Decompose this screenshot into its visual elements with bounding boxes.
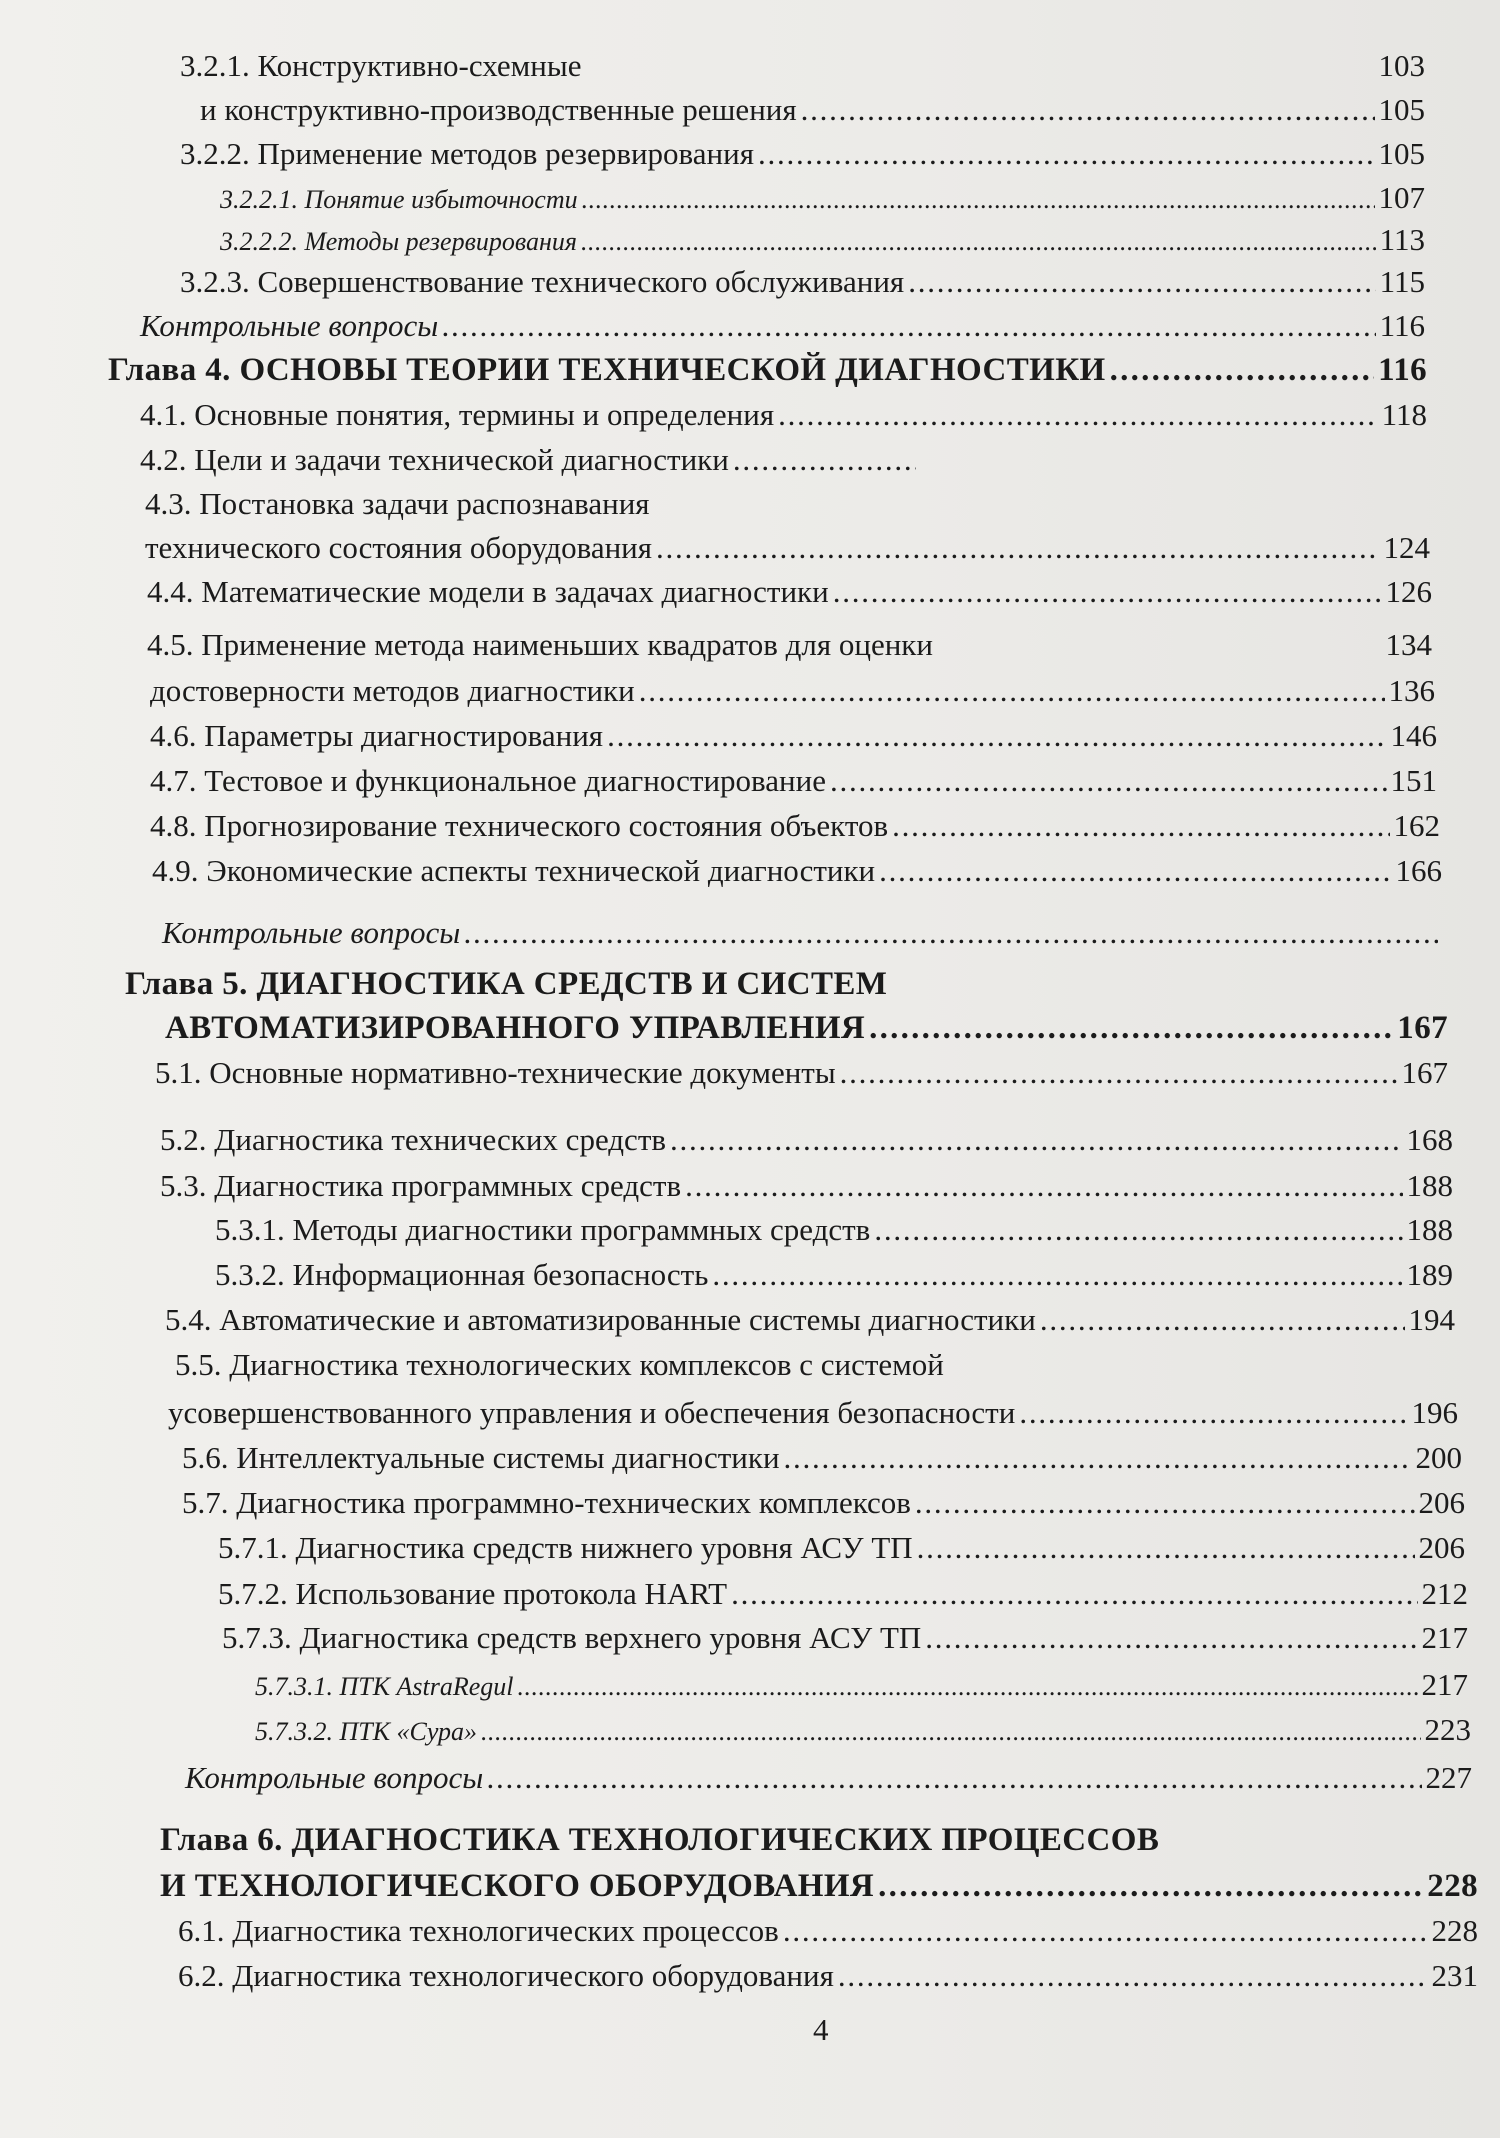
toc-page: 217	[1421, 1620, 1468, 1655]
toc-title: 5.2. Диагностика технических средств	[160, 1122, 667, 1157]
toc-page: 116	[1379, 308, 1425, 343]
toc-page: 105	[1378, 92, 1425, 127]
toc-page: 227	[1425, 1760, 1472, 1795]
toc-entry[interactable]	[215, 1257, 1453, 1293]
toc-entry[interactable]	[215, 1212, 1453, 1248]
toc-title: 4.7. Тестовое и функциональное диагностирование	[150, 763, 826, 798]
chapter-heading: Глава 6. ДИАГНОСТИКА ТЕХНОЛОГИЧЕСКИХ ПРОЦЕССОВ	[160, 1822, 1160, 1858]
toc-title: 4.9. Экономические аспекты технической диагностики	[152, 853, 876, 888]
toc-title: 5.7.3.2. ПТК «Сура»	[255, 1717, 478, 1746]
toc-entry[interactable]	[150, 718, 1437, 754]
toc-page: 206	[1418, 1485, 1465, 1520]
toc-entry[interactable]	[150, 763, 1437, 799]
toc-entry[interactable]	[218, 1530, 1465, 1566]
chapter-heading: Глава 5. ДИАГНОСТИКА СРЕДСТВ И СИСТЕМ	[125, 966, 888, 1002]
toc-title: 5.3.2. Информационная безопасность	[215, 1257, 709, 1292]
toc-page: 116	[1378, 352, 1427, 388]
toc-entry[interactable]	[152, 853, 1442, 889]
toc-title: достоверности методов диагностики	[150, 673, 635, 708]
toc-page: 115	[1379, 264, 1425, 299]
toc-page: 118	[1381, 397, 1427, 432]
toc-page: 228	[1427, 1868, 1478, 1904]
toc-entry[interactable]	[155, 1055, 1448, 1091]
toc-entry[interactable]	[222, 1620, 1468, 1656]
toc-page: 103	[1378, 48, 1425, 83]
toc-title: 5.7.1. Диагностика средств нижнего уровня АСУ ТП	[218, 1530, 913, 1565]
toc-title: 4.5. Применение метода наименьших квадратов для оценки	[147, 627, 933, 662]
toc-page: 146	[1390, 718, 1437, 753]
toc-page: 167	[1401, 1055, 1448, 1090]
toc-page: 105	[1378, 136, 1425, 171]
toc-entry-text: 4.3. Постановка задачи распознавания	[145, 486, 650, 521]
toc-title: 5.7.3. Диагностика средств верхнего уровня АСУ ТП	[222, 1620, 922, 1655]
toc-title: 5.4. Автоматические и автоматизированные системы диагностики	[165, 1302, 1036, 1337]
toc-title: 3.2.3. Совершенствование технического обслуживания	[180, 264, 905, 299]
toc-entry-text: 5.5. Диагностика технологических комплексов с системой	[175, 1347, 944, 1382]
toc-title: 5.7.2. Использование протокола HART	[218, 1576, 728, 1611]
toc-title: И ТЕХНОЛОГИЧЕСКОГО ОБОРУДОВАНИЯ	[160, 1868, 875, 1904]
toc-page: 200	[1415, 1440, 1462, 1475]
toc-title: 3.2.2.2. Методы резервирования	[220, 227, 577, 256]
toc-title: 5.1. Основные нормативно-технические документы	[155, 1055, 836, 1090]
toc-entry-text: 3.2.1. Конструктивно-схемные	[180, 48, 582, 83]
toc-page: 167	[1397, 1010, 1448, 1046]
toc-entry[interactable]	[182, 1485, 1465, 1521]
page-number: 4	[813, 2012, 829, 2047]
toc-title: 4.1. Основные понятия, термины и определения	[140, 397, 775, 432]
toc-entry[interactable]	[200, 92, 1425, 128]
toc-entry[interactable]	[140, 308, 1425, 344]
toc-entry[interactable]	[182, 1440, 1462, 1476]
toc-title: 3.2.2.1. Понятие избыточности	[220, 185, 578, 214]
toc-entry[interactable]	[180, 136, 1425, 172]
toc-page: 124	[1383, 530, 1430, 565]
toc-page: 168	[1406, 1122, 1453, 1157]
toc-page: 194	[1408, 1302, 1455, 1337]
toc-page: 188	[1406, 1168, 1453, 1203]
toc-entry[interactable]	[255, 1712, 1471, 1750]
toc-entry[interactable]	[140, 397, 1427, 433]
toc-entry	[180, 48, 1425, 84]
chapter-heading[interactable]	[160, 1868, 1478, 1904]
toc-title: Контрольные вопросы	[140, 308, 439, 343]
toc-entry[interactable]	[185, 1760, 1472, 1796]
toc-page: 212	[1421, 1576, 1468, 1611]
toc-entry[interactable]	[218, 1576, 1468, 1612]
toc-page: 107	[1378, 180, 1425, 215]
toc-entry[interactable]	[140, 442, 920, 478]
toc-entry[interactable]	[178, 1913, 1478, 1949]
toc-entry[interactable]	[150, 808, 1440, 844]
toc-title: 5.3.1. Методы диагностики программных средств	[215, 1212, 871, 1247]
toc-title: Контрольные вопросы	[185, 1760, 484, 1795]
toc-title: 6.2. Диагностика технологического оборудования	[178, 1958, 834, 1993]
toc-title: 5.6. Интеллектуальные системы диагностики	[182, 1440, 780, 1475]
toc-title: технического состояния оборудования	[145, 530, 653, 565]
toc-page: 206	[1418, 1530, 1465, 1565]
toc-page: 162	[1393, 808, 1440, 843]
toc-title: 6.1. Диагностика технологических процессов	[178, 1913, 779, 1948]
toc-title: усовершенствованного управления и обеспечения безопасности	[168, 1395, 1016, 1430]
toc-title: Контрольные вопросы	[162, 915, 461, 950]
toc-title: и конструктивно-производственные решения	[200, 92, 797, 127]
toc-page: 188	[1406, 1212, 1453, 1247]
chapter-heading[interactable]	[165, 1010, 1448, 1046]
toc-page: 217	[1421, 1667, 1468, 1702]
toc-title: 3.2.2. Применение методов резервирования	[180, 136, 754, 171]
toc-entry[interactable]	[178, 1958, 1478, 1994]
toc-title: 4.8. Прогнозирование технического состояния объектов	[150, 808, 889, 843]
toc-page: 223	[1424, 1712, 1471, 1747]
toc-page: 113	[1379, 222, 1425, 257]
toc-entry[interactable]	[220, 180, 1425, 218]
toc-entry[interactable]	[168, 1395, 1458, 1431]
toc-title: 5.7. Диагностика программно-технических комплексов	[182, 1485, 911, 1520]
toc-entry[interactable]	[147, 627, 1432, 663]
toc-title: 4.2. Цели и задачи технической диагностики	[140, 442, 729, 477]
toc-title: 5.7.3.1. ПТК AstraRegul	[255, 1672, 514, 1701]
toc-entry[interactable]	[145, 530, 1430, 566]
toc-page: 166	[1395, 853, 1442, 888]
chapter-heading[interactable]	[108, 352, 1427, 388]
toc-title: 4.4. Математические модели в задачах диагностики	[147, 574, 829, 609]
toc-page: 134	[1385, 627, 1432, 662]
toc-page: 228	[1431, 1913, 1478, 1948]
toc-title: Глава 4. ОСНОВЫ ТЕОРИИ ТЕХНИЧЕСКОЙ ДИАГНОСТИКИ	[108, 352, 1106, 388]
toc-title: АВТОМАТИЗИРОВАННОГО УПРАВЛЕНИЯ	[165, 1010, 866, 1046]
toc-entry[interactable]	[180, 264, 1425, 300]
toc-page: 126	[1385, 574, 1432, 609]
toc-entry[interactable]	[255, 1667, 1468, 1705]
toc-entry[interactable]	[220, 222, 1425, 260]
toc-title: 4.6. Параметры диагностирования	[150, 718, 604, 753]
toc-entry[interactable]	[160, 1122, 1453, 1158]
toc-page: 151	[1390, 763, 1437, 798]
toc-entry[interactable]	[162, 915, 1442, 951]
toc-entry[interactable]	[165, 1302, 1455, 1338]
toc-title: 5.3. Диагностика программных средств	[160, 1168, 682, 1203]
toc-page: 136	[1388, 673, 1435, 708]
toc-page: 231	[1431, 1958, 1478, 1993]
toc-entry[interactable]	[147, 574, 1432, 610]
toc-page: 189	[1406, 1257, 1453, 1292]
toc-entry[interactable]	[150, 673, 1435, 709]
toc-page: 196	[1411, 1395, 1458, 1430]
toc-entry[interactable]	[160, 1168, 1453, 1204]
